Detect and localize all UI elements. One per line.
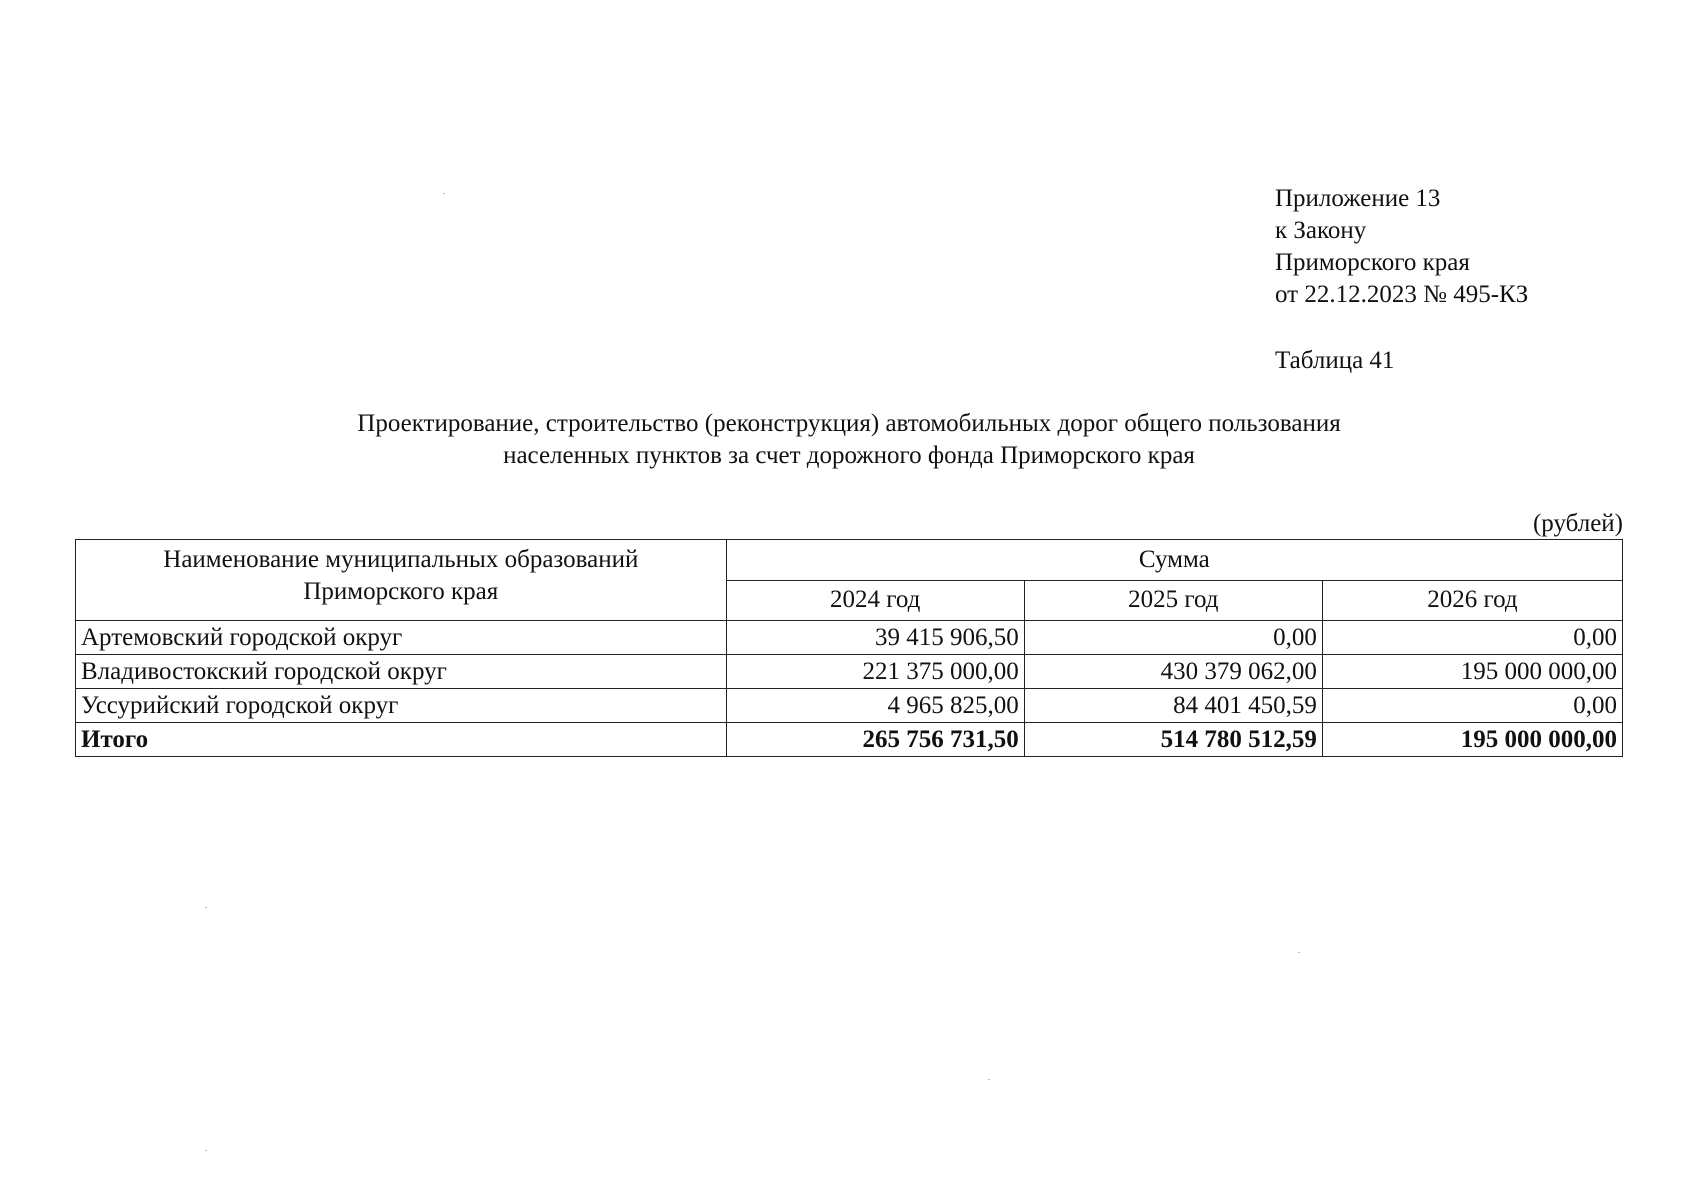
municipality-name: Уссурийский городской округ — [76, 689, 727, 723]
year-2024-header: 2024 год — [726, 580, 1024, 621]
total-label: Итого — [76, 723, 727, 757]
units-label: (рублей) — [1532, 510, 1623, 537]
amount-2024: 4 965 825,00 — [726, 689, 1024, 723]
amount-2026: 0,00 — [1322, 621, 1622, 655]
amount-2025: 0,00 — [1024, 621, 1322, 655]
total-row — [76, 723, 1623, 757]
appendix-line-4: от 22.12.2023 № 495-КЗ — [1275, 281, 1529, 308]
document-title-line-2: населенных пунктов за счет дорожного фонда Приморского края — [503, 442, 1195, 469]
amount-2025: 84 401 450,59 — [1024, 689, 1322, 723]
amount-2025: 430 379 062,00 — [1024, 655, 1322, 689]
table-header-row — [76, 540, 1623, 581]
total-2025: 514 780 512,59 — [1024, 723, 1322, 757]
sum-column-header: Сумма — [726, 540, 1622, 581]
appendix-reference — [1275, 183, 1528, 311]
total-2026: 195 000 000,00 — [1322, 723, 1622, 757]
document-title-line-1: Проектирование, строительство (реконструкция) автомобильных дорог общего пользования — [357, 410, 1341, 437]
scan-speck — [988, 1079, 990, 1080]
municipality-name: Артемовский городской округ — [76, 621, 727, 655]
total-2024: 265 756 731,50 — [726, 723, 1024, 757]
municipality-column-header-text: Наименование муниципальных образований Приморского края — [163, 546, 639, 605]
amount-2026: 195 000 000,00 — [1322, 655, 1622, 689]
amount-2024: 221 375 000,00 — [726, 655, 1024, 689]
appendix-line-2: к Закону — [1275, 217, 1367, 244]
table-row — [76, 689, 1623, 723]
scan-speck — [205, 907, 207, 908]
budget-table — [75, 539, 1623, 757]
document-title — [0, 408, 1698, 472]
table-number: Таблица 41 — [1275, 347, 1395, 374]
table-row — [76, 655, 1623, 689]
scan-speck — [205, 1150, 207, 1151]
amount-2024: 39 415 906,50 — [726, 621, 1024, 655]
year-2026-header: 2026 год — [1322, 580, 1622, 621]
amount-2026: 0,00 — [1322, 689, 1622, 723]
municipality-name: Владивостокский городской округ — [76, 655, 727, 689]
scan-speck — [443, 193, 445, 194]
scan-speck — [1298, 952, 1300, 953]
municipality-column-header — [76, 540, 727, 621]
table-row — [76, 621, 1623, 655]
appendix-line-3: Приморского края — [1275, 249, 1470, 276]
appendix-line-1: Приложение 13 — [1275, 185, 1441, 212]
year-2025-header: 2025 год — [1024, 580, 1322, 621]
